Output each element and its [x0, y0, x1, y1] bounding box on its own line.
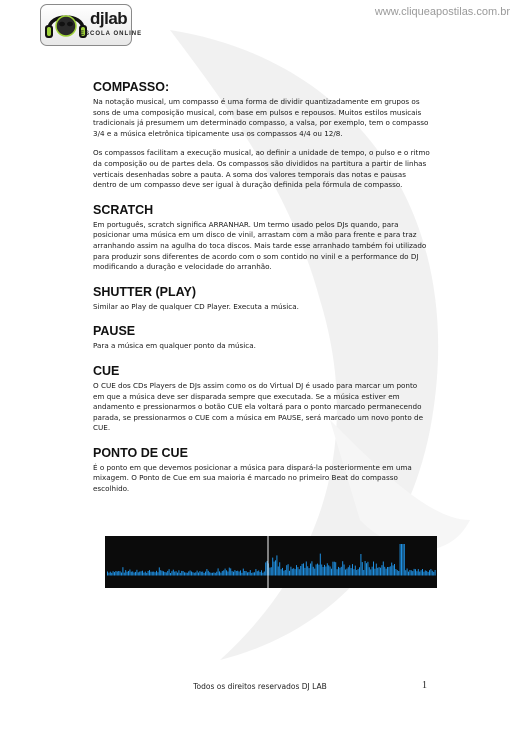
waveform-bar: [390, 566, 391, 575]
waveform-bar: [295, 569, 296, 575]
waveform-bar: [356, 570, 357, 576]
waveform-bar: [247, 572, 248, 575]
waveform-bar: [387, 567, 388, 576]
waveform-bar: [405, 570, 406, 575]
waveform-bar: [274, 562, 275, 576]
waveform-background: [105, 536, 437, 588]
logo-wordmark: djlab: [90, 9, 128, 28]
section-paragraph: Em português, scratch significa ARRANHAR. Um termo usado pelos DJs quando, para posicionar uma música em um disco de vinil, arrastam com a mão para frente e para traz arranhando assim na agulha do toca discos. Mais tarde esse arranhado também foi utilizado para produzir sons diferentes de acordo com o som contido no vinil e a performance do DJ modificando a duração e velocidade do arranhão.: [93, 219, 427, 272]
waveform-bar: [216, 572, 217, 576]
waveform-bar: [173, 570, 174, 576]
waveform-bar: [353, 569, 354, 575]
waveform-bar: [318, 565, 319, 576]
waveform-bar: [135, 572, 136, 576]
waveform-bar: [199, 571, 200, 575]
section-title: PAUSE: [93, 324, 136, 339]
waveform-bar: [418, 569, 419, 575]
waveform-bar: [150, 572, 151, 576]
waveform-bar: [316, 564, 317, 575]
waveform-bar: [134, 573, 135, 576]
waveform-bar: [351, 568, 352, 575]
waveform-bar: [188, 571, 189, 575]
waveform-bar: [138, 572, 139, 575]
waveform-bar: [391, 563, 392, 576]
waveform-bar: [178, 570, 179, 575]
section-paragraph: O CUE dos CDs Players de DJs assim como os do Virtual DJ é usado para marcar um ponto em que a música deve ser disparada sempre que executada. Se a música estiver em andamento e pressionarmos o botão CUE ela voltará para o ponto marcado permanecendo parada, se pressionarmos o CUE com a música em PAUSE, será marcado um novo ponto de CUE.: [93, 380, 424, 433]
waveform-bar: [275, 560, 276, 575]
waveform-bar: [345, 570, 346, 576]
waveform-bar: [226, 570, 227, 575]
waveform-bar: [341, 567, 342, 576]
waveform-bar: [300, 566, 301, 576]
waveform-bar: [163, 571, 164, 575]
waveform-bar: [310, 564, 311, 576]
waveform-bar: [288, 564, 289, 575]
waveform-bar: [430, 569, 431, 575]
waveform-bar: [136, 570, 137, 576]
waveform-bar: [169, 569, 170, 575]
waveform-bar: [234, 570, 235, 575]
waveform-bar: [400, 544, 401, 576]
waveform-bar: [132, 571, 133, 575]
waveform-bar: [398, 571, 399, 576]
waveform-bar: [302, 564, 303, 576]
section-paragraph: Na notação musical, um compasso é uma forma de dividir quantizadamente em grupos os sons de uma composição musical, com base em pulsos e repousos. Muitos estilos musicais tradicionais já presumem um determinado compasso, a valsa, por exemplo, tem o compasso 3/4 e a música eletrônica tipicamente usa os compassos 4/4 ou 12/8.: [93, 97, 429, 138]
waveform-bar: [348, 567, 349, 575]
waveform-bar: [258, 571, 259, 576]
section-shutter-play: [93, 285, 430, 313]
waveform-bar: [381, 565, 382, 575]
waveform-bar: [289, 571, 290, 576]
waveform-bar: [114, 572, 115, 575]
waveform-bar: [397, 570, 398, 575]
djlab-logo: [40, 4, 143, 44]
waveform-bar: [432, 571, 433, 576]
waveform-bar: [204, 573, 205, 576]
waveform-bar: [202, 572, 203, 576]
waveform-bar: [324, 565, 325, 576]
waveform-bar: [384, 567, 385, 576]
waveform-bar: [376, 564, 377, 576]
waveform-bar: [369, 567, 370, 575]
waveform-bar: [377, 568, 378, 576]
waveform-bar: [229, 568, 230, 576]
section-title: CUE: [93, 363, 120, 378]
waveform-bar: [272, 558, 273, 576]
waveform-bar: [254, 572, 255, 575]
waveform-bar: [321, 565, 322, 576]
waveform-bar: [185, 573, 186, 576]
waveform-bar: [285, 570, 286, 576]
waveform-bar: [282, 568, 283, 576]
waveform-bar: [355, 566, 356, 576]
waveform-bar: [429, 570, 430, 575]
waveform-bar: [373, 562, 374, 576]
waveform-bar: [279, 562, 280, 575]
waveform-bar: [383, 562, 384, 576]
waveform-bar: [296, 565, 297, 575]
waveform-bar: [155, 572, 156, 575]
section-paragraph: Similar ao Play de qualquer CD Player. Executa a música.: [93, 301, 299, 311]
waveform-bar: [160, 570, 161, 575]
waveform-bar: [129, 570, 130, 576]
waveform-bar: [307, 566, 308, 575]
waveform-bar: [402, 544, 403, 576]
waveform-bar: [388, 567, 389, 576]
waveform-bar: [146, 573, 147, 576]
waveform-bar: [113, 571, 114, 575]
waveform-bar: [219, 571, 220, 575]
waveform-bar: [142, 571, 143, 576]
waveform-bar: [416, 571, 417, 575]
waveform-bar: [181, 571, 182, 576]
waveform-bar: [117, 572, 118, 576]
waveform-bar: [346, 569, 347, 576]
waveform-bar: [131, 572, 132, 576]
waveform-bar: [206, 569, 207, 576]
waveform-bar: [327, 563, 328, 575]
waveform-bar: [367, 562, 368, 576]
waveform-bar: [248, 572, 249, 575]
section-paragraph: Para a música em qualquer ponto da música.: [93, 341, 256, 351]
waveform-bar: [243, 569, 244, 576]
waveform-bar: [338, 567, 339, 576]
waveform-bar: [215, 573, 216, 576]
waveform-bar: [358, 569, 359, 575]
waveform-bar: [167, 571, 168, 576]
waveform-bar: [320, 554, 321, 576]
waveform-bar: [124, 573, 125, 576]
waveform-bar: [127, 572, 128, 576]
waveform-bar: [236, 571, 237, 576]
section-title: SHUTTER (PLAY): [93, 284, 197, 299]
waveform-bar: [159, 567, 160, 575]
waveform-bar: [110, 572, 111, 576]
waveform-bar: [125, 570, 126, 575]
waveform-bar: [260, 572, 261, 576]
waveform-bar: [422, 569, 423, 576]
section-pause: [93, 324, 430, 352]
waveform-bar: [153, 572, 154, 576]
waveform-bar: [190, 571, 191, 576]
waveform-bar: [171, 571, 172, 575]
waveform-bar: [379, 567, 380, 575]
waveform-bar: [195, 572, 196, 575]
waveform-bar: [372, 567, 373, 576]
waveform-bar: [412, 571, 413, 575]
waveform-bar: [191, 572, 192, 576]
section-paragraph: É o ponto em que devemos posicionar a música para dispará-la posteriormente em uma mixagem. O Ponto de Cue em sua maioria é marcado no primeiro Beat do compasso escolhido.: [93, 462, 412, 494]
waveform-bar: [328, 565, 329, 575]
waveform-bar: [339, 568, 340, 576]
waveform-bar: [395, 569, 396, 576]
waveform-bar: [349, 565, 350, 575]
waveform-bar: [205, 572, 206, 576]
waveform-bar: [192, 572, 193, 575]
waveform-bar: [359, 567, 360, 575]
waveform-bar: [362, 562, 363, 575]
waveform-bar: [366, 563, 367, 575]
waveform-bar: [166, 572, 167, 575]
waveform-bar: [122, 567, 123, 575]
waveform-bar: [128, 571, 129, 576]
waveform-bar: [223, 570, 224, 575]
waveform-bar: [404, 544, 405, 576]
waveform-bar: [194, 573, 195, 576]
waveform-bar: [374, 569, 375, 576]
waveform-bar: [317, 564, 318, 576]
section-title: SCRATCH: [93, 202, 154, 217]
waveform-bar: [311, 561, 312, 575]
waveform-bar: [265, 562, 266, 575]
waveform-bar: [325, 567, 326, 576]
waveform-bar: [261, 570, 262, 575]
waveform-bar: [297, 567, 298, 575]
waveform-bar: [342, 561, 343, 575]
waveform-bar: [293, 568, 294, 575]
waveform-bar: [108, 573, 109, 576]
waveform-bar: [121, 573, 122, 576]
waveform-bar: [334, 562, 335, 576]
waveform-image: [105, 536, 437, 588]
waveform-bar: [250, 570, 251, 575]
waveform-bar: [415, 569, 416, 575]
waveform-bar: [149, 570, 150, 575]
waveform-bar: [220, 573, 221, 576]
waveform-bar: [335, 562, 336, 575]
waveform-bar: [407, 569, 408, 576]
waveform-bar: [157, 572, 158, 575]
waveform-bar: [419, 572, 420, 576]
waveform-bar: [233, 572, 234, 576]
waveform-bar: [209, 572, 210, 575]
waveform-bar: [365, 561, 366, 576]
waveform-bar: [435, 570, 436, 576]
waveform-bar: [230, 568, 231, 575]
waveform-bar: [414, 569, 415, 576]
section-ponto-de-cue: [93, 446, 430, 495]
waveform-bar: [276, 555, 277, 575]
waveform-bar: [332, 562, 333, 576]
waveform-bar: [253, 572, 254, 575]
waveform-bar: [352, 564, 353, 575]
waveform-bar: [323, 567, 324, 576]
waveform-bar: [115, 571, 116, 576]
waveform-bar: [225, 569, 226, 576]
waveform-bar: [237, 571, 238, 576]
page-number: 1: [422, 680, 427, 691]
waveform-bar: [198, 573, 199, 576]
waveform-bar: [184, 572, 185, 575]
waveform-bar: [360, 554, 361, 576]
waveform-bar: [107, 572, 108, 576]
waveform-bar: [143, 573, 144, 576]
waveform-bar: [337, 569, 338, 575]
waveform-bar: [251, 573, 252, 576]
waveform-bar: [246, 571, 247, 576]
waveform-bar: [423, 572, 424, 576]
waveform-bar: [344, 565, 345, 576]
waveform-bar: [306, 562, 307, 576]
waveform-bar: [208, 571, 209, 576]
waveform-bar: [145, 572, 146, 576]
waveform-bar: [386, 569, 387, 576]
waveform-bar: [211, 573, 212, 576]
waveform-bar: [197, 571, 198, 576]
section-cue: [93, 364, 430, 434]
waveform-bar: [118, 571, 119, 576]
waveform-bar: [411, 570, 412, 575]
site-url[interactable]: www.cliqueapostilas.com.br: [374, 6, 510, 18]
waveform-bar: [309, 568, 310, 575]
waveform-bar: [232, 571, 233, 575]
waveform-bar: [187, 573, 188, 576]
waveform-bar: [433, 572, 434, 576]
waveform-bar: [141, 571, 142, 575]
waveform-bar: [241, 573, 242, 576]
waveform-bar: [278, 567, 279, 576]
waveform-bar: [331, 569, 332, 576]
waveform-bar: [408, 572, 409, 576]
section-title: PONTO DE CUE: [93, 445, 188, 460]
waveform-bar: [174, 572, 175, 576]
waveform-bar: [139, 572, 140, 576]
waveform-bar: [240, 570, 241, 575]
waveform-bar: [290, 567, 291, 576]
waveform-bar: [111, 573, 112, 576]
waveform-bar: [212, 573, 213, 576]
waveform-bar: [156, 571, 157, 576]
waveform-bar: [201, 572, 202, 576]
logo-subtitle: ESCOLA ONLINE: [80, 31, 143, 37]
waveform-bar: [183, 571, 184, 576]
waveform-bar: [281, 569, 282, 575]
section-scratch: [93, 203, 430, 273]
waveform-bar: [370, 569, 371, 575]
waveform-bar: [313, 567, 314, 576]
waveform-bar: [394, 564, 395, 576]
waveform-bar: [286, 565, 287, 575]
waveform-bar: [148, 571, 149, 576]
waveform-bar: [314, 569, 315, 576]
waveform-bar: [152, 572, 153, 576]
waveform-bar: [176, 571, 177, 575]
waveform-bar: [426, 571, 427, 576]
waveform-bar: [421, 570, 422, 575]
waveform-bar: [177, 573, 178, 576]
waveform-bar: [401, 544, 402, 576]
waveform-bar: [222, 571, 223, 576]
waveform-bar: [227, 572, 228, 576]
waveform-bar: [170, 573, 171, 576]
waveform-bar: [218, 568, 219, 575]
waveform-bar: [393, 565, 394, 575]
footer-copyright: Todos os direitos reservados DJ LAB: [193, 682, 327, 691]
waveform-bar: [180, 573, 181, 576]
waveform-bar: [292, 569, 293, 576]
section-title: COMPASSO:: [93, 80, 170, 94]
waveform-bar: [255, 569, 256, 575]
waveform-bar: [120, 571, 121, 575]
waveform-bar: [425, 570, 426, 575]
waveform-bar: [269, 568, 270, 576]
waveform-bar: [244, 571, 245, 576]
section-paragraph: Os compassos facilitam a execução musical, ao definir a unidade de tempo, o pulso e o ritmo da composição ou de partes dela. Os compassos são divididos na partitura a partir de linhas verticais desenhadas sobre a pauta. A soma dos valores temporais das notas e pausas dentro de um compasso deve ser igual à duração definida pela fórmula de compasso.: [93, 148, 430, 190]
waveform-bar: [264, 572, 265, 576]
waveform-bar: [299, 569, 300, 575]
waveform-bar: [363, 570, 364, 576]
section-compasso: [93, 80, 430, 191]
waveform-bar: [303, 563, 304, 575]
waveform-bar: [409, 570, 410, 576]
waveform-bar: [162, 571, 163, 576]
waveform-bar: [262, 573, 263, 576]
document-body: [93, 80, 430, 507]
waveform-bar: [283, 571, 284, 576]
waveform-bar: [380, 568, 381, 576]
waveform-bar: [330, 567, 331, 576]
waveform-bar: [428, 572, 429, 576]
waveform-bar: [239, 572, 240, 576]
waveform-bar: [304, 568, 305, 576]
waveform-bar: [213, 572, 214, 575]
waveform-bar: [257, 571, 258, 575]
waveform-bar: [164, 572, 165, 576]
waveform-bar: [271, 567, 272, 575]
